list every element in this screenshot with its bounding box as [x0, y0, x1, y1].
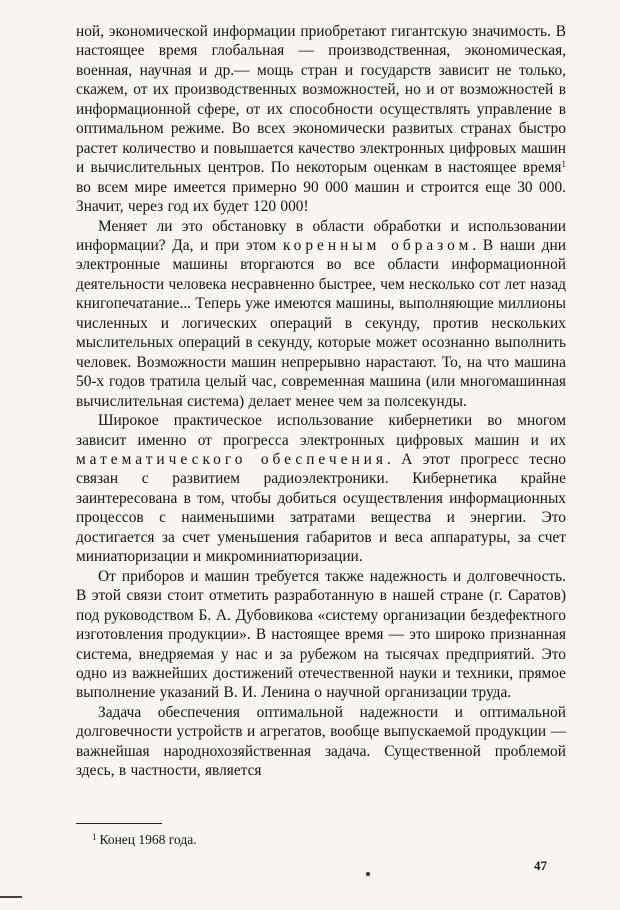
paragraph-2: [76, 217, 566, 412]
paragraph-2-emphasis: коренным образом: [282, 236, 473, 254]
footnote-marker: 1: [92, 832, 97, 842]
page-number: 47: [534, 858, 547, 873]
paragraph-4: От приборов и машин требуется также надежность и долговечность. В этой связи стоит отметить разработанную в нашей стране (г. Саратов) под руководством Б. А. Дубовикова «систему организации бездефектного изготовления продукции». В настоящее время — это широко признанная система, внедряемая у нас и за рубежом на тысячах предприятий. Это одно из важнейших достижений отечественной науки и техники, прямое выполнение указаний В. И. Ленина о научной организации труда.: [76, 567, 566, 702]
footnote-text: Конец 1968 года.: [99, 832, 197, 847]
paragraph-1-text-cont: во всем мире имеется примерно 90 000 машин и строится еще 30 000. Значит, через год их будет 120 000!: [76, 178, 566, 216]
footnote: [92, 831, 197, 848]
paragraph-3: [76, 411, 566, 567]
paragraph-2-text: Меняет ли это обстановку в области обработки и использовании информации? Да, и при этом: [76, 217, 566, 254]
page-body: [76, 22, 566, 781]
footnote-reference: 1: [561, 159, 566, 170]
paragraph-3-emphasis: математического обеспечения: [76, 450, 387, 468]
corner-mark: [0, 896, 22, 898]
paragraph-1-text: ной, экономической информации приобретают гигантскую значимость. В настоящее время глобальная — производственная, экономическая, военная, научная и др.— мощь стран и государств зависит не только, скажем, от их производственных возможностей, но и от возможностей в информационной сфере, от их способности осуществлять управление в оптимальном режиме. Во всех экономически развитых странах быстро растет количество и повышается качество электронных цифровых машин и вычислительных центров. По некоторым оценкам в настоящее время: [76, 23, 566, 177]
paragraph-5: Задача обеспечения оптимальной надежности и оптимальной долговечности устройств и агрегатов, вообще выпускаемой продукции — важнейшая народнохозяйственная задача. Существенной проблемой здесь, в частности, является: [76, 703, 566, 780]
footnote-divider: [76, 823, 162, 824]
print-dot: [366, 872, 370, 876]
paragraph-1: [76, 22, 566, 217]
paragraph-2-text-cont: . В наши дни электронные машины вторгаются во все области информационной деятельности человека несравненно быстрее, чем несколько сот лет назад книгопечатание... Теперь уже имеются машины, выполняющие миллионы численных и логических операций в секунду, против нескольких мыслительных операций в секунду, которые может осознанно выполнить человек. Возможности машин непрерывно нарастают. То, на что машина 50-х годов тратила целый час, современная машина (или многомашинная вычислительная система) делает менее чем за полсекунды.: [76, 236, 566, 410]
paragraph-3-text: Широкое практическое использование кибернетики во многом зависит именно от прогресса электронных цифровых машин и их: [76, 412, 566, 449]
paragraph-3-text-cont: . А этот прогресс тесно связан с развитием радиоэлектроники. Кибернетика крайне заинтересована в том, чтобы добиться осуществления информационных процессов с наименьшими затратами вещества и энергии. Это достигается за счет уменьшения габаритов и веса аппаратуры, за счет миниатюризации и микроминиатюризации.: [76, 450, 566, 566]
